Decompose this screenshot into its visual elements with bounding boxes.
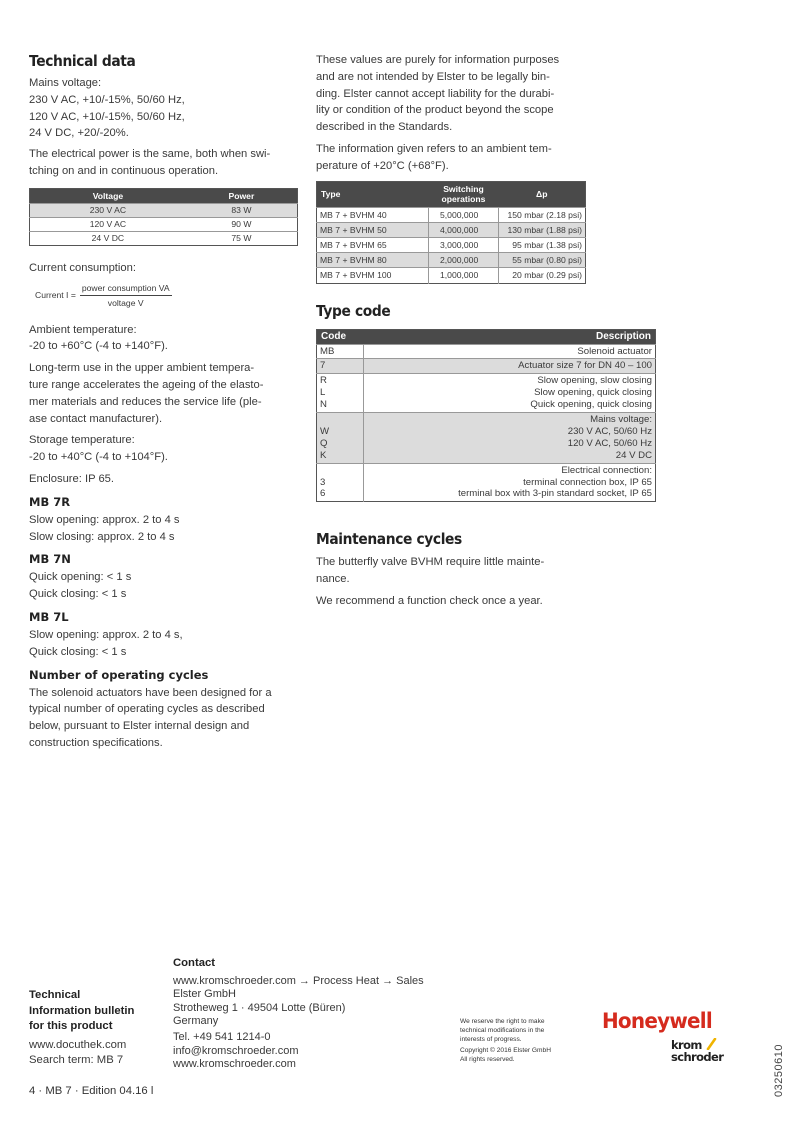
mains-voltage-label: Mains voltage: [29, 77, 102, 89]
code-value [320, 465, 360, 477]
legal-line: All rights reserved. [460, 1056, 515, 1064]
description-value: 24 V DC [615, 449, 652, 461]
switching-cell: 5,000,000 [429, 207, 499, 222]
col-header-description: Description [364, 329, 656, 344]
voltage-cell: 24 V DC [30, 231, 186, 245]
switching-cell: 2,000,000 [429, 253, 499, 268]
tib-line: Technical [29, 989, 81, 1001]
col-header-switching: Switching operations [429, 181, 499, 207]
power-table [29, 188, 298, 246]
enclosure: Enclosure: IP 65. [29, 472, 114, 485]
kromschroder-logo [671, 1040, 731, 1068]
code-cell [317, 413, 364, 464]
maintenance-note [316, 554, 656, 588]
table-row [30, 217, 298, 231]
storage-value: -20 to +40°C (-4 to +104°F). [29, 451, 168, 464]
contact-email[interactable]: info@kromschroeder.com [173, 1044, 299, 1057]
mains-voltage-line: 24 V DC, +20/-20%. [29, 127, 129, 140]
honeywell-logo: Honeywell [602, 1009, 712, 1033]
ambient-note-line: perature of +20°C (+68°F). [316, 159, 449, 172]
longterm-note [29, 360, 299, 427]
schroder-text: schroder [671, 1049, 724, 1064]
formula-numerator: power consumption VA [80, 283, 172, 296]
formula-lhs: Current I = [35, 290, 76, 301]
type-cell: MB 7 + BVHM 40 [317, 207, 429, 222]
cycles-line: The solenoid actuators have been designed for a [29, 686, 272, 699]
mb7n-title: MB 7N [29, 552, 71, 567]
mb7l-line: Quick closing: < 1 s [29, 645, 127, 658]
contact-phone: Tel. +49 541 1214-0 [173, 1030, 271, 1043]
tib-block [29, 988, 169, 1069]
type-cell: MB 7 + BVHM 50 [317, 222, 429, 237]
col-header-code: Code [317, 329, 364, 344]
document-number: 03250610 [773, 1044, 785, 1097]
dp-cell: 95 mbar (1.38 psi) [499, 237, 586, 252]
maintenance-title: Maintenance cycles [316, 530, 462, 549]
maintenance-line: nance. [316, 573, 350, 586]
cycles-table [316, 181, 586, 284]
table-row [317, 268, 586, 283]
switching-cell: 4,000,000 [429, 222, 499, 237]
longterm-line: ase contact manufacturer). [29, 412, 163, 425]
docuthek-link[interactable]: www.docuthek.com [29, 1038, 127, 1051]
switching-cell: 3,000,000 [429, 237, 499, 252]
formula-denominator: voltage V [107, 297, 144, 308]
info-line: These values are purely for information purposes [316, 54, 560, 66]
left-column [29, 52, 299, 757]
power-note [29, 146, 299, 180]
table-header-row [317, 181, 586, 207]
description-value: Slow opening, quick closing [534, 387, 652, 399]
code-value: 7 [320, 360, 326, 372]
legal-line: We reserve the right to make [460, 1018, 545, 1025]
mb7l-title: MB 7L [29, 609, 69, 624]
info-line: lity or condition of the product beyond the scope [316, 104, 554, 117]
mains-voltage-line: 230 V AC, +10/-15%, 50/60 Hz, [29, 93, 185, 106]
power-note-line: The electrical power is the same, both when swi- [29, 148, 271, 161]
table-header-row [30, 188, 298, 203]
ambient-label: Ambient temperature: [29, 323, 137, 336]
type-code-table [316, 329, 656, 503]
legal-notice [460, 1018, 590, 1065]
type-cell: MB 7 + BVHM 80 [317, 253, 429, 268]
right-column [316, 52, 656, 615]
dp-cell: 55 mbar (0.80 psi) [499, 253, 586, 268]
code-cell [317, 344, 364, 359]
mb7r-line: Slow closing: approx. 2 to 4 s [29, 530, 175, 543]
power-cell: 83 W [186, 203, 298, 217]
description-value: 120 V AC, 50/60 Hz [567, 437, 652, 449]
code-value: 3 [320, 476, 326, 488]
description-cell [364, 374, 656, 413]
cycles-title: Number of operating cycles [29, 667, 209, 682]
table-row [317, 222, 586, 237]
code-value: R [320, 375, 327, 387]
description-cell [364, 359, 656, 374]
dp-cell: 150 mbar (2.18 psi) [499, 207, 586, 222]
col-header-dp: Δp [499, 181, 586, 207]
slash-icon [704, 1038, 718, 1050]
longterm-line: ture range accelerates the ageing of the elasto- [29, 378, 264, 391]
code-value: MB [320, 345, 335, 357]
table-row [317, 463, 656, 502]
code-cell [317, 374, 364, 413]
tib-line: Information bulletin [29, 1004, 135, 1017]
table-header-row [317, 329, 656, 344]
maintenance-line: The butterfly valve BVHM require little mainte- [316, 556, 545, 569]
cycles-line: typical number of operating cycles as described [29, 703, 265, 716]
description-value: Solenoid actuator [577, 345, 652, 357]
table-row [30, 203, 298, 217]
contact-street: Strotheweg 1 · 49504 Lotte (Büren) [173, 1001, 346, 1014]
technical-data-title: Technical data [29, 52, 136, 70]
ambient-temperature [29, 322, 299, 356]
cycles-block [29, 685, 299, 752]
mains-voltage-block [29, 75, 299, 142]
storage-temperature [29, 432, 299, 466]
legal-line: interests of progress. [460, 1035, 522, 1043]
page-footer: 4 · MB 7 · Edition 04.16 l [29, 1085, 154, 1097]
voltage-cell: 120 V AC [30, 217, 186, 231]
description-value: Electrical connection: [561, 464, 652, 476]
code-value: K [320, 449, 327, 461]
cycles-line: below, pursuant to Elster internal design and [29, 720, 250, 733]
mb7l-block [29, 627, 299, 661]
code-cell [317, 463, 364, 502]
description-value: Slow opening, slow closing [537, 375, 652, 387]
power-note-line: tching on and in continuous operation. [29, 164, 219, 177]
ambient-note [316, 141, 656, 175]
power-cell: 75 W [186, 231, 298, 245]
col-header-power: Power [186, 188, 298, 203]
switching-cell: 1,000,000 [429, 268, 499, 283]
code-value: N [320, 399, 327, 411]
mb7l-line: Slow opening: approx. 2 to 4 s, [29, 628, 183, 641]
dp-cell: 130 mbar (1.88 psi) [499, 222, 586, 237]
legal-line: technical modifications in the [460, 1026, 545, 1034]
recommendation: We recommend a function check once a year. [316, 594, 543, 607]
ambient-value: -20 to +60°C (-4 to +140°F). [29, 340, 168, 353]
contact-website[interactable]: www.kromschroeder.com [173, 1058, 296, 1071]
info-note [316, 52, 656, 136]
table-row [317, 237, 586, 252]
description-value: terminal connection box, IP 65 [523, 476, 652, 488]
mb7r-title: MB 7R [29, 494, 71, 509]
description-cell [364, 463, 656, 502]
info-line: and are not intended by Elster to be legally bin- [316, 70, 550, 83]
table-row [317, 344, 656, 359]
description-cell [364, 344, 656, 359]
contact-block [173, 957, 463, 1072]
ambient-note-line: The information given refers to an ambient tem- [316, 142, 552, 155]
code-cell [317, 359, 364, 374]
description-value: Quick opening, quick closing [530, 399, 652, 411]
description-value: Actuator size 7 for DN 40 – 100 [518, 360, 652, 372]
type-cell: MB 7 + BVHM 65 [317, 237, 429, 252]
description-value: Mains voltage: [590, 414, 652, 426]
code-value [320, 414, 360, 426]
longterm-line: Long-term use in the upper ambient tempera- [29, 362, 255, 375]
mb7r-block [29, 512, 299, 546]
type-code-title: Type code [316, 301, 391, 320]
description-value: terminal box with 3-pin standard socket, IP 65 [458, 488, 652, 500]
info-line: described in the Standards. [316, 121, 453, 134]
info-line: ding. Elster cannot accept liability for the durabi- [316, 87, 555, 100]
contact-company: Elster GmbH [173, 988, 236, 1001]
contact-title: Contact [173, 957, 216, 969]
table-row [30, 231, 298, 245]
table-row [317, 359, 656, 374]
mb7r-line: Slow opening: approx. 2 to 4 s [29, 513, 180, 526]
col-header-voltage: Voltage [30, 188, 186, 203]
mb7n-block [29, 569, 299, 603]
current-consumption-label: Current consumption: [29, 261, 136, 274]
code-value: W [320, 425, 330, 437]
table-row [317, 374, 656, 413]
search-term: Search term: MB 7 [29, 1054, 124, 1066]
contact-link[interactable]: www.kromschroeder.com → Process Heat → Sales [173, 974, 424, 987]
legal-line: Copyright © 2016 Elster GmbH [460, 1047, 551, 1055]
table-row [317, 413, 656, 464]
table-row [317, 253, 586, 268]
type-cell: MB 7 + BVHM 100 [317, 268, 429, 283]
power-cell: 90 W [186, 217, 298, 231]
longterm-line: mer materials and reduces the service life (ple- [29, 395, 262, 408]
contact-country: Germany [173, 1015, 219, 1028]
krom-text: krom [671, 1038, 702, 1052]
col-header-type: Type [317, 181, 429, 207]
cycles-line: construction specifications. [29, 736, 163, 749]
tib-line: for this product [29, 1020, 113, 1032]
mb7n-line: Quick opening: < 1 s [29, 571, 132, 584]
code-value: L [320, 387, 326, 399]
voltage-cell: 230 V AC [30, 203, 186, 217]
code-value: Q [320, 437, 328, 449]
current-formula [35, 283, 299, 308]
description-value: 230 V AC, 50/60 Hz [567, 425, 652, 437]
table-row [317, 207, 586, 222]
mains-voltage-line: 120 V AC, +10/-15%, 50/60 Hz, [29, 110, 185, 123]
mb7n-line: Quick closing: < 1 s [29, 588, 127, 601]
dp-cell: 20 mbar (0.29 psi) [499, 268, 586, 283]
description-cell [364, 413, 656, 464]
storage-label: Storage temperature: [29, 434, 135, 447]
code-value: 6 [320, 488, 326, 500]
